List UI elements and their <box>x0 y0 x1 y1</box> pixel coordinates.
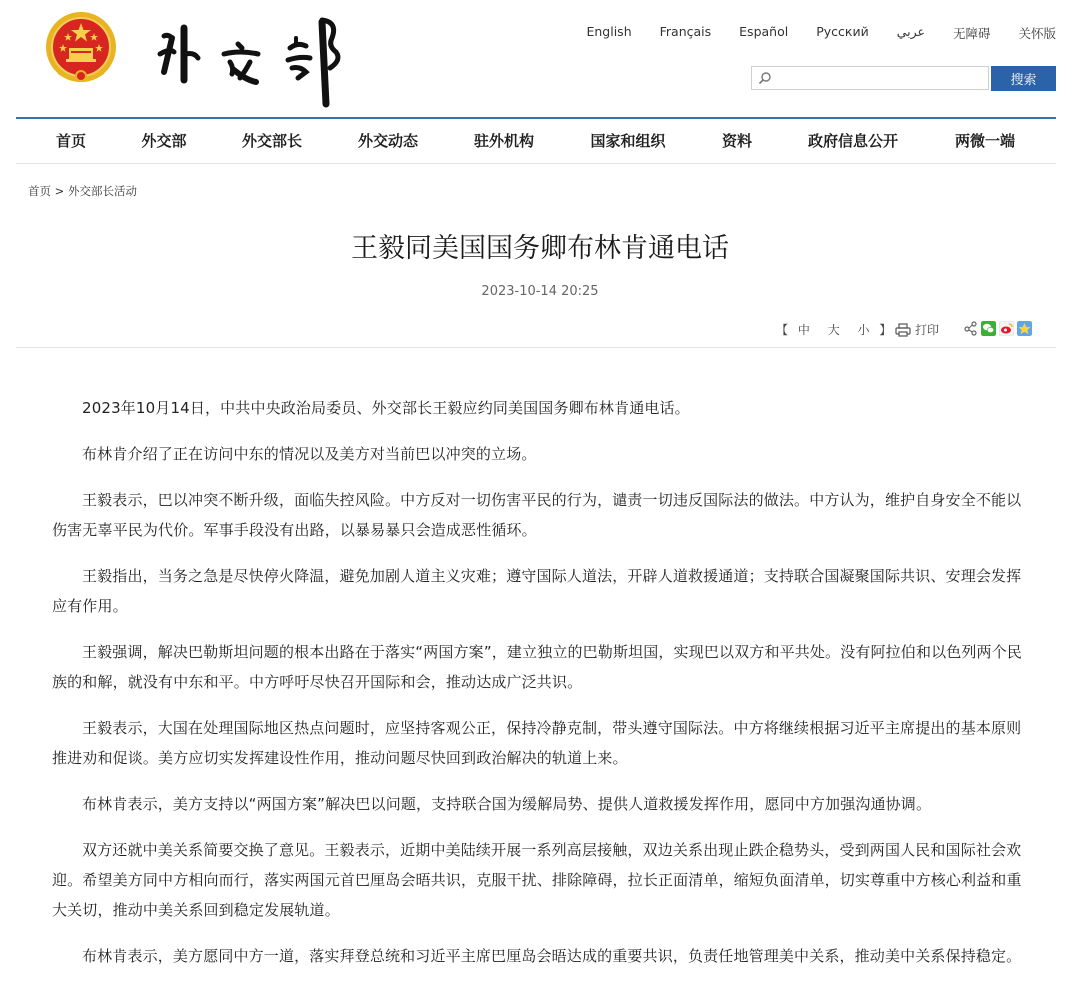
font-size-large[interactable]: 中 <box>797 323 810 337</box>
font-size-medium[interactable]: 大 <box>827 323 840 337</box>
lang-french[interactable]: Français <box>659 24 712 39</box>
article-paragraph: 布林肯介绍了正在访问中东的情况以及美方对当前巴以冲突的立场。 <box>82 445 537 463</box>
article-paragraph: 双方还就中美关系简要交换了意见。王毅表示，近期中美陆续开展一系列高层接触，双边关系出现止跌企稳势头，受到两国人民和国际社会欢迎。希望美方同中方相向而行，落实两国元首巴厘岛会晤共识，克服干扰、排除障碍，拉长正面清单，缩短负面清单，切实尊重中方核心利益和重大关切，推动中美关系回到稳定发展轨道。 <box>52 841 1022 919</box>
national-emblem-icon[interactable] <box>44 10 118 86</box>
content-divider <box>16 347 1056 348</box>
breadcrumb <box>28 183 137 199</box>
publish-date: 2023-10-14 20:25 <box>481 284 599 299</box>
font-size-small[interactable]: 小 <box>857 323 870 337</box>
font-size-bracket-close: 】 <box>879 323 892 337</box>
share-bar <box>960 321 1032 336</box>
nav-countries-organizations[interactable]: 国家和组织 <box>590 132 666 150</box>
breadcrumb-section[interactable]: 外交部长活动 <box>67 184 137 198</box>
weibo-icon[interactable] <box>999 321 1014 336</box>
lang-spanish[interactable]: Español <box>739 24 789 39</box>
accessibility-link[interactable]: 无障碍 <box>952 26 991 41</box>
breadcrumb-home[interactable]: 首页 <box>28 184 51 198</box>
font-size-bracket-open: 【 <box>776 323 789 337</box>
article-paragraph: 王毅强调，解决巴勒斯坦问题的根本出路在于落实“两国方案”，建立独立的巴勒斯坦国，实现巴以双方和平共处。没有阿拉伯和以色列两个民族的和解，就没有中东和平。中方呼吁尽快召开国际和会，推动达成广泛共识。 <box>52 643 1022 691</box>
nav-bottom-rule <box>16 163 1056 164</box>
elderly-care-link[interactable]: 关怀版 <box>1018 26 1056 41</box>
language-links <box>558 24 1056 42</box>
search-input[interactable] <box>776 69 985 89</box>
nav-minister[interactable]: 外交部长 <box>241 132 303 150</box>
printer-icon <box>895 323 911 337</box>
print-label: 打印 <box>915 323 940 337</box>
article-paragraph: 王毅指出，当务之急是尽快停火降温，避免加剧人道主义灾难；遵守国际人道法，开辟人道救援通道；支持联合国凝聚国际共识、安理会发挥应有作用。 <box>52 567 1022 615</box>
print-button[interactable] <box>895 321 939 338</box>
article-tools <box>0 321 1040 341</box>
lang-english[interactable]: English <box>586 24 632 39</box>
article-paragraph: 布林肯表示，美方支持以“两国方案”解决巴以问题，支持联合国为缓解局势、提供人道救援发挥作用，愿同中方加强沟通协调。 <box>82 795 932 813</box>
calligraphy-logo[interactable] <box>150 8 360 110</box>
article-paragraph: 2023年10月14日，中共中央政治局委员、外交部长王毅应约同美国国务卿布林肯通电话。 <box>82 399 690 417</box>
page-title: 王毅同美国国务卿布林肯通电话 <box>351 233 729 264</box>
nav-home[interactable]: 首页 <box>55 132 87 150</box>
article-paragraph: 王毅表示，巴以冲突不断升级，面临失控风险。中方反对一切伤害平民的行为，谴责一切违反国际法的做法。中方认为，维护自身安全不能以伤害无辜平民为代价。军事手段没有出路，以暴易暴只会造成恶性循环。 <box>52 491 1022 539</box>
wechat-icon[interactable] <box>981 321 996 336</box>
lang-russian[interactable]: Русский <box>816 24 869 39</box>
nav-government-info[interactable]: 政府信息公开 <box>807 132 899 150</box>
article-paragraph: 王毅表示，大国在处理国际地区热点问题时，应坚持客观公正，保持冷静克制，带头遵守国际法。中方将继续根据习近平主席提出的基本原则推进劝和促谈。美方应切实发挥建设性作用，推动问题尽快回到政治解决的轨道上来。 <box>52 719 1022 767</box>
nav-missions-abroad[interactable]: 驻外机构 <box>473 132 535 150</box>
nav-ministry[interactable]: 外交部 <box>141 132 187 150</box>
lang-arabic[interactable]: عربي <box>896 24 925 39</box>
nav-diplomatic-news[interactable]: 外交动态 <box>357 132 419 150</box>
search-button[interactable]: 搜索 <box>991 66 1056 91</box>
main-nav <box>16 119 1056 163</box>
nav-social-media[interactable]: 两微一端 <box>954 132 1016 150</box>
breadcrumb-separator: > <box>54 184 65 198</box>
font-size-controls <box>776 321 897 338</box>
article-body <box>52 393 1024 987</box>
nav-resources[interactable]: 资料 <box>721 132 753 150</box>
search-icon <box>758 71 772 85</box>
share-icon[interactable] <box>963 321 978 336</box>
article-paragraph: 布林肯表示，美方愿同中方一道，落实拜登总统和习近平主席巴厘岛会晤达成的重要共识，负责任地管理美中关系，推动美中关系保持稳定。 <box>82 947 1022 965</box>
qzone-icon[interactable] <box>1017 321 1032 336</box>
search-box <box>751 66 989 90</box>
